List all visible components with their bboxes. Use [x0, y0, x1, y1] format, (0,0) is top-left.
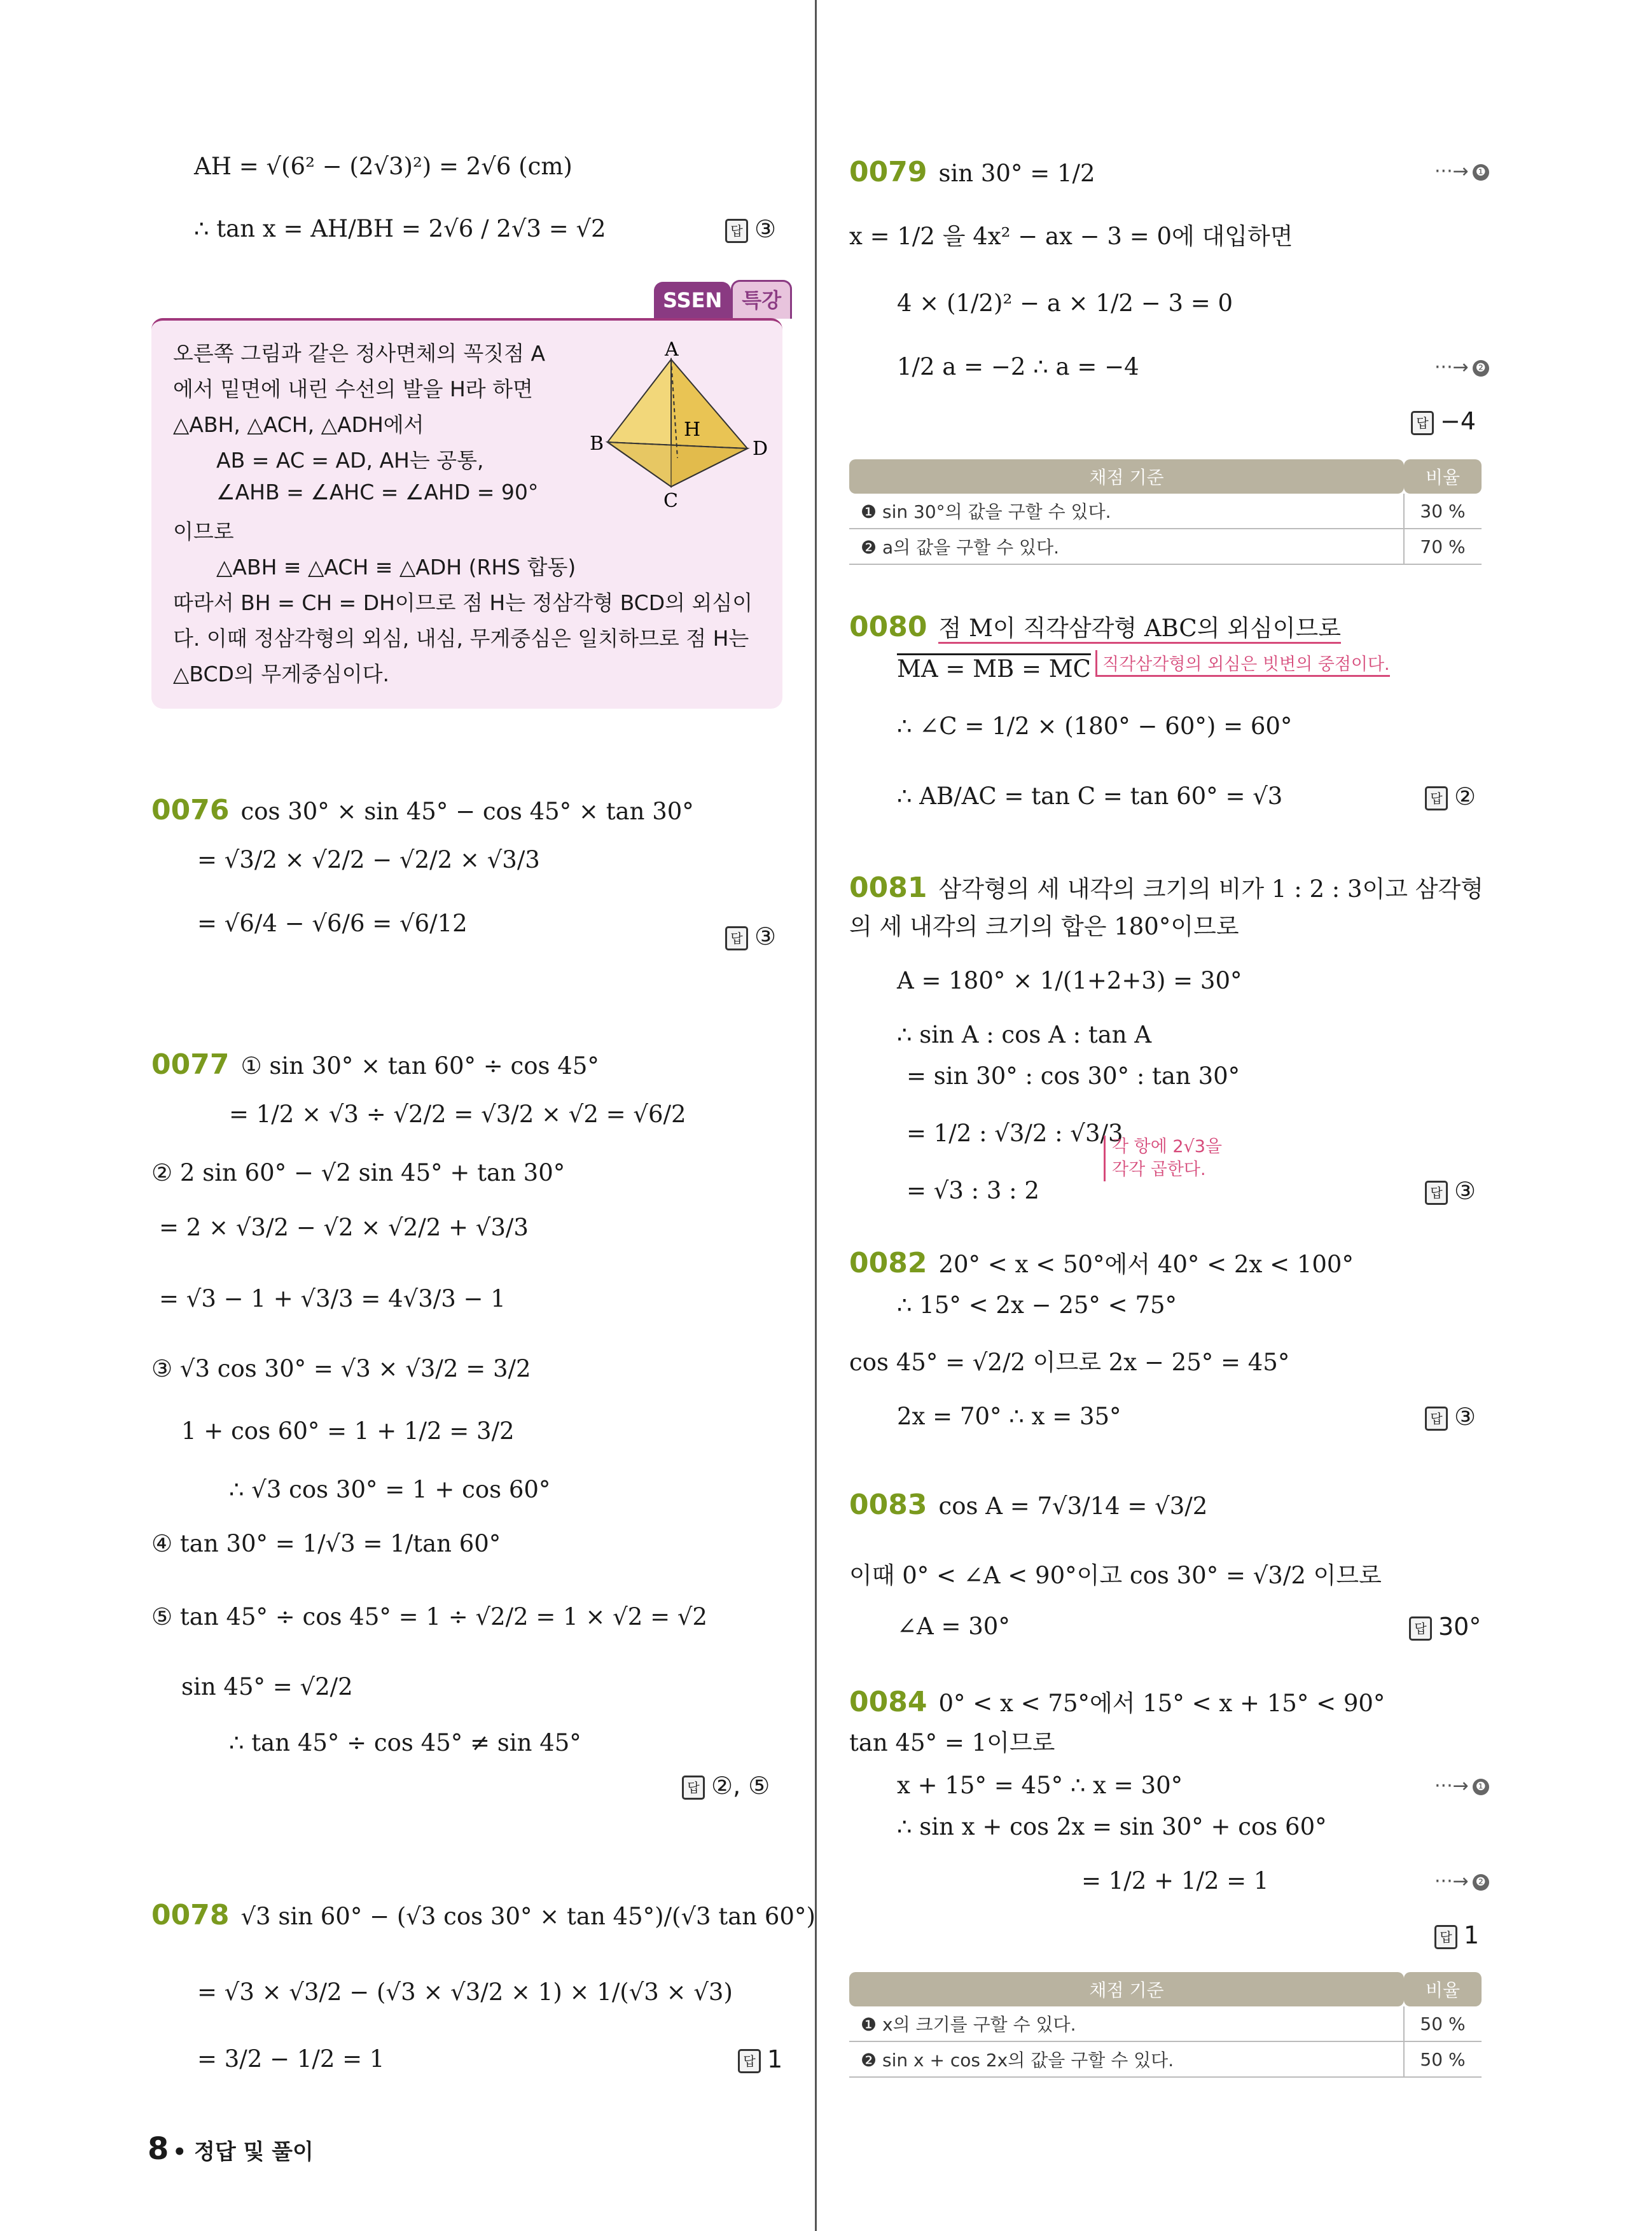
problem-0077: [151, 1048, 599, 1082]
solution-line: 0° < x < 75°에서 15° < x + 15° < 90°: [938, 1690, 1385, 1717]
table-row: [849, 2041, 1482, 2077]
solution-line: 4 × (1/2)² − a × 1/2 − 3 = 0: [897, 289, 1233, 317]
step-marker: ···→ ❶: [1434, 1775, 1489, 1797]
problem-number: 0079: [849, 156, 927, 188]
box-line: 따라서 BH = CH = DH이므로 점 H는 정삼각형 BCD의 외심이: [173, 590, 753, 615]
vertex-label-h: H: [684, 419, 701, 441]
answer-mark: [1425, 1403, 1476, 1431]
problem-number: 0083: [849, 1489, 927, 1521]
table-cell: 30 %: [1404, 494, 1482, 529]
vertex-label-b: B: [590, 433, 604, 455]
problem-number: 0078: [151, 1899, 230, 1931]
step-1-icon: ❶: [1473, 164, 1489, 181]
solution-line: √3 sin 60° − (√3 cos 30° × tan 45°)/(√3 tan 60°): [240, 1903, 816, 1930]
ssen-tag: [654, 280, 792, 319]
solution-line: = √3 − 1 + √3/3 = 4√3/3 − 1: [159, 1285, 506, 1312]
box-line: 에서 밑면에 내린 수선의 발을 H라 하면: [173, 377, 533, 401]
solution-line: cos A = 7√3/14 = √3/2: [938, 1492, 1208, 1520]
answer-mark: [738, 2045, 782, 2073]
problem-number: 0080: [849, 611, 927, 643]
box-line: △BCD의 무게중심이다.: [173, 662, 390, 686]
solution-line: cos 30° × sin 45° − cos 45° × tan 30°: [240, 798, 694, 825]
solution-line: ∠A = 30°: [897, 1613, 1010, 1640]
solution-line: = √6/4 − √6/6 = √6/12: [197, 910, 468, 937]
vertex-label-a: A: [665, 340, 679, 361]
step-marker: ···→ ❷: [1434, 356, 1489, 379]
answer-icon: 답: [682, 1776, 705, 1800]
answer-mark: [1409, 1613, 1481, 1641]
solution-line: ∴ tan x = AH/BH = 2√6 / 2√3 = √2: [194, 215, 606, 242]
solution-line: ∴ ∠C = 1/2 × (180° − 60°) = 60°: [897, 712, 1293, 740]
column-divider: [815, 0, 817, 2231]
answer-value: ②: [1454, 782, 1476, 810]
solution-line: 이때 0° < ∠A < 90°이고 cos 30° = √3/2 이므로: [849, 1562, 1382, 1589]
answer-mark: [1434, 1921, 1479, 1949]
solution-line: = 1/2 + 1/2 = 1: [1081, 1867, 1269, 1894]
step-marker: ···→ ❶: [1434, 160, 1489, 183]
solution-line: = 3/2 − 1/2 = 1: [197, 2045, 385, 2073]
answer-mark: [725, 215, 776, 243]
special-lecture-label: 특강: [731, 280, 792, 319]
solution-line: ② 2 sin 60° − √2 sin 45° + tan 30°: [151, 1159, 566, 1186]
page-number: 8: [148, 2131, 169, 2167]
solution-line: = 1/2 × √3 ÷ √2/2 = √3/2 × √2 = √6/2: [229, 1101, 686, 1128]
problem-0083: [849, 1489, 1207, 1522]
answer-mark: [1411, 407, 1476, 435]
box-line: 오른쪽 그림과 같은 정사면체의 꼭짓점 A: [173, 341, 546, 366]
solution-line: = sin 30° : cos 30° : tan 30°: [906, 1062, 1240, 1090]
solution-line: ∴ sin A : cos A : tan A: [897, 1021, 1152, 1048]
answer-icon: 답: [1425, 786, 1448, 810]
table-cell: ❷ sin x + cos 2x의 값을 구할 수 있다.: [849, 2041, 1404, 2077]
answer-icon: 답: [1425, 1407, 1448, 1431]
solution-line: sin 30° = 1/2: [938, 160, 1095, 187]
solution-line: sin 45° = √2/2: [181, 1673, 353, 1700]
answer-icon: 답: [1425, 1181, 1448, 1205]
problem-0076: [151, 794, 694, 828]
solution-text: MA = MB = MC: [897, 655, 1091, 683]
solution-line: tan 45° = 1이므로: [849, 1729, 1055, 1756]
solution-line: 삼각형의 세 내각의 크기의 비가 1 : 2 : 3이고 삼각형: [938, 875, 1483, 903]
answer-value: 30°: [1438, 1613, 1482, 1641]
problem-number: 0082: [849, 1247, 927, 1279]
solution-line: = √3/2 × √2/2 − √2/2 × √3/3: [197, 846, 540, 873]
answer-value: ③: [1454, 1403, 1476, 1431]
box-line: 다. 이때 정삼각형의 외심, 내심, 무게중심은 일치하므로 점 H는: [173, 626, 749, 651]
box-line: 이므로: [173, 519, 234, 544]
problem-number: 0081: [849, 872, 927, 904]
solution-line: = √3 × √3/2 − (√3 × √3/2 × 1) × 1/(√3 × √3): [197, 1978, 733, 2006]
table-cell: ❶ sin 30°의 값을 구할 수 있다.: [849, 494, 1404, 529]
table-row: [849, 2006, 1482, 2041]
answer-mark: [1425, 782, 1476, 810]
step-marker: ···→ ❷: [1434, 1870, 1489, 1893]
solution-line: [897, 655, 1091, 683]
solution-line: x + 15° = 45° ∴ x = 30°: [897, 1772, 1183, 1799]
table-header: 채점 기준: [849, 459, 1404, 494]
solution-line: = 1/2 : √3/2 : √3/3: [906, 1120, 1123, 1147]
solution-line: ③ √3 cos 30° = √3 × √3/2 = 3/2: [151, 1355, 531, 1382]
hint-note: 직각삼각형의 외심은 빗변의 중점이다.: [1095, 650, 1390, 677]
answer-icon: 답: [738, 2049, 761, 2073]
answer-icon: 답: [725, 926, 748, 950]
table-cell: 50 %: [1404, 2041, 1482, 2077]
problem-0081: [849, 872, 1483, 905]
box-line: AB = AC = AD, AH는 공통,: [216, 448, 484, 473]
box-line: △ABH ≡ △ACH ≡ △ADH (RHS 합동): [216, 555, 576, 580]
solution-line: ∴ tan 45° ÷ cos 45° ≠ sin 45°: [229, 1729, 581, 1756]
table-cell: 50 %: [1404, 2006, 1482, 2041]
answer-icon: 답: [725, 219, 748, 243]
box-line: △ABH, △ACH, △ADH에서: [173, 412, 424, 437]
table-header: 비율: [1404, 459, 1482, 494]
problem-number: 0084: [849, 1686, 927, 1718]
table-header: 채점 기준: [849, 1972, 1404, 2006]
solution-line: ∴ AB/AC = tan C = tan 60° = √3: [897, 782, 1283, 810]
solution-line: ④ tan 30° = 1/√3 = 1/tan 60°: [151, 1530, 501, 1557]
problem-0080: [849, 611, 1341, 644]
solution-line: 의 세 내각의 크기의 합은 180°이므로: [849, 913, 1239, 940]
table-row: [849, 529, 1482, 564]
table-row: [849, 494, 1482, 529]
solution-line: ① sin 30° × tan 60° ÷ cos 45°: [240, 1052, 599, 1080]
problem-0084: [849, 1686, 1385, 1720]
answer-icon: 답: [1411, 411, 1434, 435]
answer-value: ③: [1454, 1177, 1476, 1205]
answer-mark: [682, 1772, 770, 1800]
answer-value: 1: [1464, 1921, 1480, 1949]
solution-line: 2x = 70° ∴ x = 35°: [897, 1403, 1121, 1430]
solution-line: cos 45° = √2/2 이므로 2x − 25° = 45°: [849, 1349, 1290, 1376]
answer-icon: 답: [1434, 1925, 1457, 1949]
grading-table: [849, 459, 1482, 565]
answer-icon: 답: [1409, 1616, 1432, 1641]
answer-value: ②, ⑤: [711, 1772, 770, 1800]
hint-note: 각 항에 2√3을 각각 곱한다.: [1104, 1136, 1239, 1181]
solution-line: 1 + cos 60° = 1 + 1/2 = 3/2: [181, 1417, 515, 1445]
solution-line: 점 M이 직각삼각형 ABC의 외심이므로: [938, 615, 1340, 644]
step-2-icon: ❷: [1473, 360, 1489, 377]
solution-line: 20° < x < 50°에서 40° < 2x < 100°: [938, 1251, 1354, 1278]
grading-table: [849, 1972, 1482, 2078]
answer-value: ③: [754, 922, 777, 950]
solution-line: ∴ sin x + cos 2x = sin 30° + cos 60°: [897, 1813, 1327, 1840]
table-cell: ❶ x의 크기를 구할 수 있다.: [849, 2006, 1404, 2041]
answer-mark: [1425, 1177, 1476, 1205]
vertex-label-c: C: [663, 490, 678, 512]
solution-line: AH = √(6² − (2√3)²) = 2√6 (cm): [194, 153, 573, 180]
page-footer: [148, 2131, 314, 2167]
step-2-icon: ❷: [1473, 1874, 1489, 1891]
answer-value: −4: [1440, 407, 1476, 435]
problem-0082: [849, 1247, 1354, 1281]
solution-line: ∴ 15° < 2x − 25° < 75°: [897, 1291, 1177, 1319]
vertex-label-d: D: [753, 438, 768, 460]
table-cell: 70 %: [1404, 529, 1482, 564]
footer-title: • 정답 및 풀이: [172, 2139, 314, 2165]
solution-line: = 2 × √3/2 − √2 × √2/2 + √3/3: [159, 1214, 529, 1241]
problem-0079: [849, 156, 1095, 190]
step-1-icon: ❶: [1473, 1779, 1489, 1795]
tetrahedron-figure: [588, 340, 773, 512]
answer-value: 1: [767, 2045, 783, 2073]
solution-line: ⑤ tan 45° ÷ cos 45° = 1 ÷ √2/2 = 1 × √2 = √2: [151, 1603, 707, 1630]
solution-line: ∴ √3 cos 30° = 1 + cos 60°: [229, 1476, 551, 1503]
table-cell: ❷ a의 값을 구할 수 있다.: [849, 529, 1404, 564]
solution-line: = √3 : 3 : 2: [906, 1177, 1039, 1204]
solution-line: x = 1/2 을 4x² − ax − 3 = 0에 대입하면: [849, 223, 1293, 250]
box-line: ∠AHB = ∠AHC = ∠AHD = 90°: [216, 480, 539, 504]
problem-number: 0077: [151, 1048, 230, 1081]
solution-line: A = 180° × 1/(1+2+3) = 30°: [897, 967, 1242, 994]
ssen-label: SSEN: [654, 282, 731, 319]
problem-number: 0076: [151, 794, 230, 826]
answer-mark: [725, 922, 776, 950]
answer-value: ③: [754, 215, 777, 243]
solution-line: 1/2 a = −2 ∴ a = −4: [897, 353, 1139, 380]
problem-0078: [151, 1899, 816, 1933]
table-header: 비율: [1404, 1972, 1482, 2006]
